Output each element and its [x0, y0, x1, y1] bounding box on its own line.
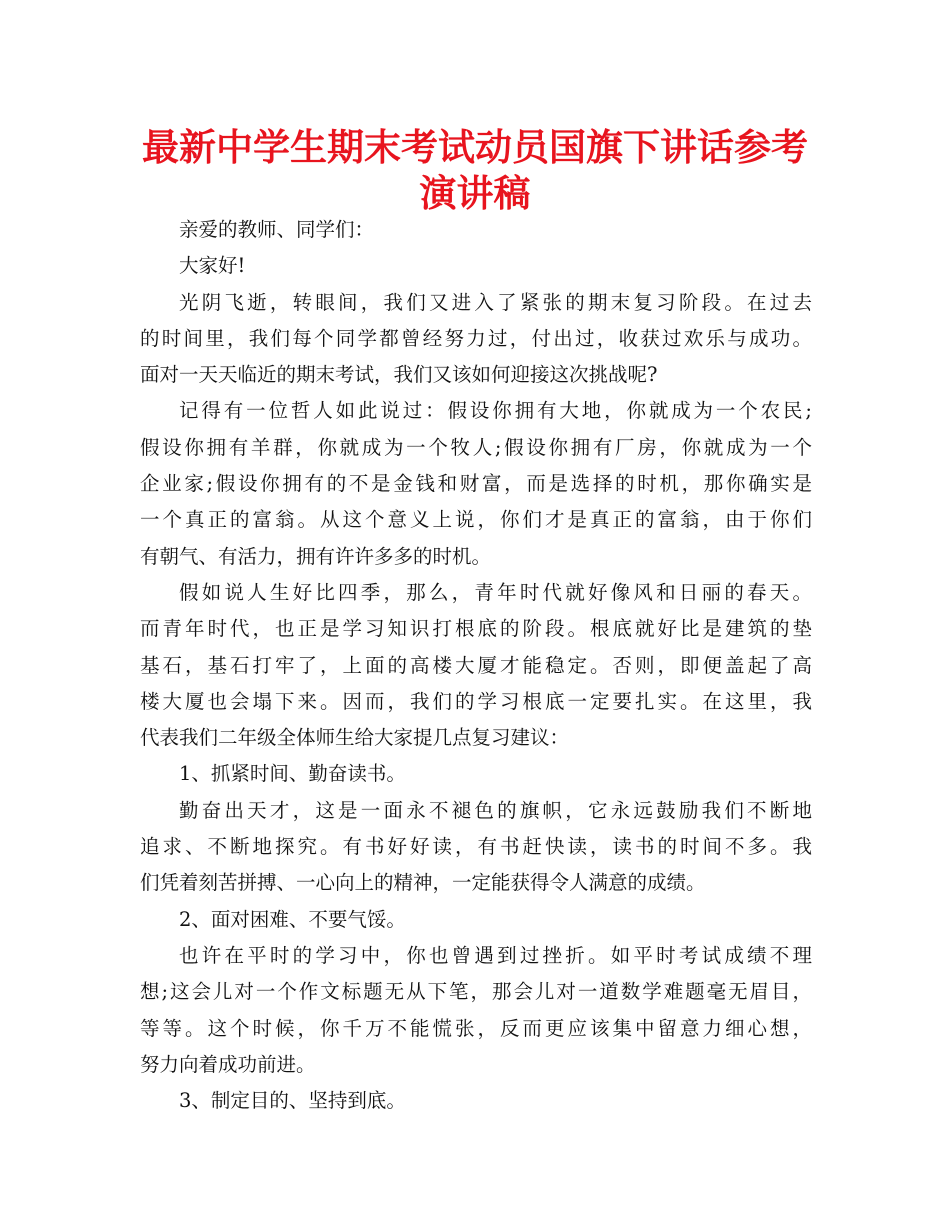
- body-text-line: 也许在平时的学习中，你也曾遇到过挫折。如平时考试成绩不理: [179, 943, 812, 967]
- body-text-line: 企业家;假设你拥有的不是金钱和财富，而是选择的时机，那你确实是: [140, 472, 812, 496]
- body-text-line: 亲爱的教师、同学们：: [179, 218, 375, 241]
- document-body: [140, 212, 812, 1119]
- body-text-line: 想;这会儿对一个作文标题无从下笔，那会儿对一道数学难题毫无眉目，: [140, 980, 812, 1004]
- body-text-line: 而青年时代，也正是学习知识打根底的阶段。根底就好比是建筑的垫: [140, 617, 812, 641]
- body-text-line: 有朝气、有活力，拥有许许多多的时机。: [140, 544, 492, 568]
- body-text-line: 等等。这个时候，你千万不能慌张，反而更应该集中留意力细心想，: [140, 1016, 812, 1040]
- body-text-line: 假如说人生好比四季，那么，青年时代就好像风和日丽的春天。: [179, 580, 812, 604]
- body-text-line: 3、制定目的、坚持到底。: [179, 1089, 406, 1113]
- document-title-line-2: 演讲稿: [419, 172, 531, 215]
- body-text-line: 努力向着成功前进。: [140, 1052, 316, 1076]
- body-text-line: 光阴飞逝，转眼间，我们又进入了紧张的期末复习阶段。在过去: [179, 290, 812, 314]
- body-text-line: 的时间里，我们每个同学都曾经努力过，付出过，收获过欢乐与成功。: [140, 326, 812, 350]
- body-text-line: 面对一天天临近的期末考试，我们又该如何迎接这次挑战呢?: [140, 363, 658, 387]
- body-text-line: 假设你拥有羊群，你就成为一个牧人;假设你拥有厂房，你就成为一个: [140, 435, 812, 459]
- body-text-line: 1、抓紧时间、勤奋读书。: [179, 762, 406, 786]
- body-text-line: 大家好!: [179, 254, 246, 278]
- document-title-line-1: 最新中学生期末考试动员国旗下讲话参考: [142, 126, 808, 169]
- body-text-line: 楼大厦也会塌下来。因而，我们的学习根底一定要扎实。在这里，我: [140, 689, 812, 713]
- body-text-line: 记得有一位哲人如此说过：假设你拥有大地，你就成为一个农民;: [179, 399, 812, 423]
- body-text-line: 代表我们二年级全体师生给大家提几点复习建议：: [140, 726, 570, 750]
- body-text-line: 勤奋出天才，这是一面永不褪色的旗帜，它永远鼓励我们不断地: [179, 798, 812, 822]
- body-text-line: 追求、不断地探究。有书好好读，有书赶快读，读书的时间不多。我: [140, 835, 812, 859]
- body-text-line: 们凭着刻苦拼搏、一心向上的精神，一定能获得令人满意的成绩。: [140, 871, 706, 895]
- body-text-line: 一个真正的富翁。从这个意义上说，你们才是真正的富翁，由于你们: [140, 508, 812, 532]
- body-text-line: 2、面对困难、不要气馁。: [179, 907, 406, 931]
- body-text-line: 基石，基石打牢了，上面的高楼大厦才能稳定。否则，即便盖起了高: [140, 653, 812, 677]
